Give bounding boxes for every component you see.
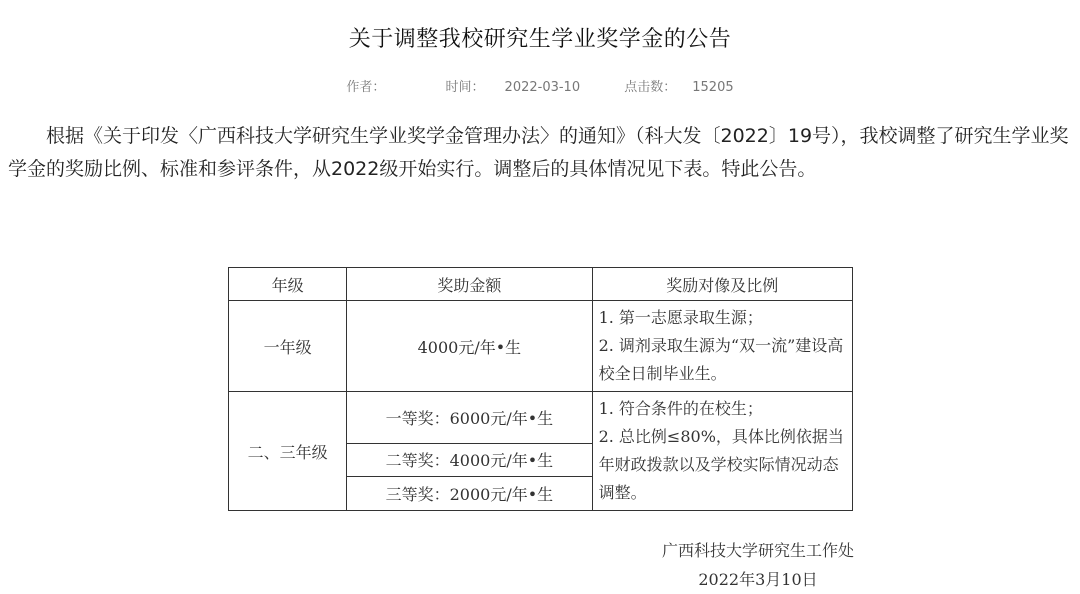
author-meta bbox=[336, 80, 411, 95]
article-meta bbox=[0, 76, 1080, 95]
scholarship-table bbox=[228, 267, 853, 511]
amount-cell: 一等奖：6000元/年•生 bbox=[347, 392, 592, 444]
grade-cell: 一年级 bbox=[229, 301, 347, 392]
signature-block bbox=[662, 536, 854, 594]
header-grade: 年级 bbox=[229, 268, 347, 301]
time-value: 2022-03-10 bbox=[504, 80, 581, 95]
article-title: 关于调整我校研究生学业奖学金的公告 bbox=[348, 27, 732, 52]
criteria-line: 2. 总比例≤80%，具体比例依据当年财政拨款以及学校实际情况动态调整。 bbox=[598, 427, 844, 502]
hits-value: 15205 bbox=[692, 80, 734, 95]
header-criteria: 奖励对像及比例 bbox=[592, 268, 852, 301]
criteria-line: 1. 第一志愿录取生源； bbox=[598, 308, 763, 327]
signature-date: 2022年3月10日 bbox=[698, 570, 818, 589]
table-row-senior bbox=[229, 392, 853, 444]
header-amount: 奖助金额 bbox=[347, 268, 592, 301]
signature-org: 广西科技大学研究生工作处 bbox=[661, 541, 854, 560]
criteria-cell bbox=[592, 392, 852, 511]
article-body: 根据《关于印发〈广西科技大学研究生学业奖学金管理办法〉的通知》（科大发〔2022〕19号），我校调整了研究生学业奖学金的奖励比例、标准和参评条件，从2022级开始实行。调整后的具体情况见下表。特此公告。 bbox=[8, 125, 1069, 180]
table-row-first-year bbox=[229, 301, 853, 392]
criteria-line: 2. 调剂录取生源为“双一流”建设高校全日制毕业生。 bbox=[598, 336, 844, 383]
amount-cell: 二等奖：4000元/年•生 bbox=[347, 443, 592, 477]
hits-meta bbox=[614, 80, 743, 95]
criteria-line: 1. 符合条件的在校生； bbox=[598, 399, 763, 418]
grade-cell: 二、三年级 bbox=[229, 392, 347, 511]
hits-label: 点击数： bbox=[624, 80, 677, 95]
time-meta bbox=[436, 80, 591, 95]
table-header-row bbox=[229, 268, 853, 301]
amount-cell: 三等奖：2000元/年•生 bbox=[347, 477, 592, 511]
criteria-cell bbox=[592, 301, 852, 392]
amount-cell: 4000元/年•生 bbox=[347, 301, 592, 392]
time-label: 时间： bbox=[445, 80, 485, 95]
author-label: 作者： bbox=[346, 80, 386, 95]
